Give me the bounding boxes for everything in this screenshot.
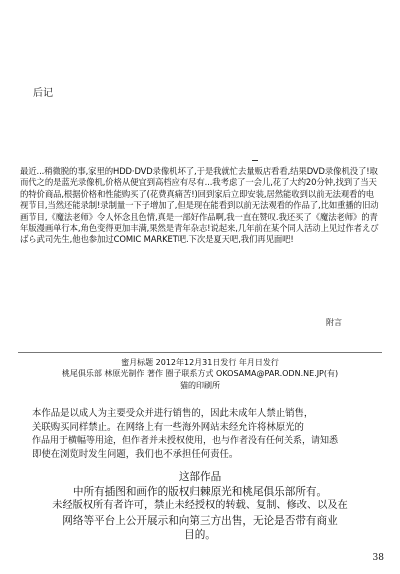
colophon-line-printer: 猫的印刷所 [180, 380, 220, 390]
copyright-notice [14, 470, 386, 543]
copyright-line-5: 目的。 [184, 529, 216, 542]
colophon-line-title: 蜜月标题 2012年12月31日发行 年月日发行 [121, 358, 279, 367]
notice-line-1: 本作品是以成人为主要受众并进行销售的，因此未成年人禁止销售， [32, 408, 314, 419]
copyright-line-3: 未经版权所有者许可，禁止未经授权的转载、复制、修改、以及在 [52, 500, 348, 512]
notice-line-3: 作品用于横幅等用途，但作者并未授权使用，也与作者没有任何关系，请知悉 [32, 435, 339, 446]
copyright-line-4: 网络等平台上公开展示和向第三方出售，无论是否带有商业 [62, 514, 338, 527]
notice-line-4: 即使在浏览时发生问题，我们也不承担任何责任。 [32, 449, 239, 461]
colophon [18, 357, 382, 391]
adult-notice [32, 407, 384, 462]
copyright-line-2: 中所有插图和画作的版权归棘原光和桃尾俱乐部所有。 [72, 485, 328, 498]
afterword-signature: 附言 [326, 318, 342, 327]
divider-top [18, 352, 382, 353]
dash-mark [252, 160, 258, 161]
notice-line-2: 关联购买同样禁止。在网络上有一些海外网站未经允许将林原光的 [32, 421, 304, 433]
copyright-line-1: 这部作品 [178, 471, 222, 483]
afterword-heading: 后记 [33, 88, 53, 99]
page-number: 38 [372, 553, 384, 563]
colophon-line-circle: 桃尾俱乐部 林原光制作 著作 圈子联系方式 OKOSAMA@PAR.ODN.NE.JP(有) [61, 369, 339, 379]
afterword-paragraph: 最近...稍微脱的事,家里的HDD·DVD录像机坏了,于是我就忙去量贩店看看,结果DVD录像机没了!取而代之的是蓝光录像机,价格从便宜到高档应有尽有...我考虑了一会儿,花了大约20分钟,找到了当天的特价商品,根据价格和性能购买了(花费真痛苦!)回到家后立即安装,居然能收到以前无法观看的电视节目,当然还能录制!录制量一下子增加了,但是现在能看到以前无法观看的作品了,比如重播的旧动画节目,《魔法老师》令人怀念且色情,真是一部好作品啊,我一直在赞叹.我还买了《魔法老师》的青年版漫画单行本,角色变得更加丰满,果然是青年杂志!说起来,几年前在某个同人活动上见过作者えびばら武司先生,他也参加过COMIC MARKET吧.下次是夏天吧,我们再见面吧! [20, 166, 379, 245]
